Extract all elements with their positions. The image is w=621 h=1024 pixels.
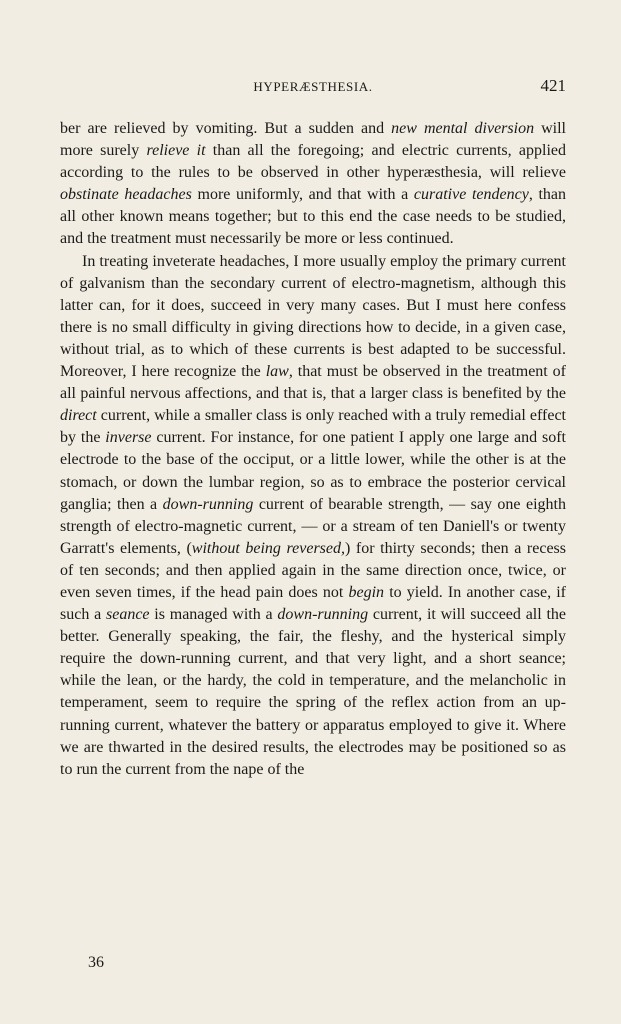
emphasis: new mental diversion [391, 120, 535, 137]
emphasis: down-running [162, 495, 254, 513]
emphasis: without being reversed, [191, 539, 345, 557]
emphasis: inverse [105, 429, 152, 447]
emphasis: obstinate headaches [60, 186, 192, 204]
paragraph: ber are relieved by vomiting. But a sudden and new mental diversion will more surely relieve it than all the foregoing; and electric currents, applied according to the rules to be observed in other hyperæsthesia, will relieve obstinate headaches more uniformly, and that with a curative tendency, than all other known means together; but to this end the case needs to be studied, and the treatment must necessarily be more or less continued. [60, 120, 567, 248]
emphasis: law [265, 363, 289, 381]
emphasis: begin [348, 583, 385, 601]
running-head [60, 76, 566, 98]
emphasis: direct [60, 407, 97, 425]
body-text [60, 118, 566, 781]
emphasis: down-running [277, 606, 369, 624]
emphasis: relieve it [146, 142, 206, 160]
page-number: 421 [540, 76, 566, 95]
signature-mark: 36 [88, 954, 104, 971]
paragraph: In treating inveterate headaches, I more usually employ the primary current of galvanism than the secondary current of electro-magnetism, although this latter can, for it does, succeed in very many cases. But I must here confess there is no small difficulty in giving directions how to decide, in a given case, without trial, as to which of these currents is best adapted to be successful. Moreover, I here recognize the law, that must be observed in the treatment of all painful nervous affections, and that is, that a larger class is benefited by the direct current, while a smaller class is only reached with a truly remedial effect by the inverse current. For instance, for one patient I apply one large and soft electrode to the base of the occiput, or a little lower, while the other is at the stomach, or down the lumbar region, so as to embrace the posterior cervical ganglia; then a down-running current of bearable strength, — say one eighth strength of electro-magnetic current, — or a stream of ten Daniell's or twenty Garratt's elements, (without being reversed,) for thirty seconds; then a recess of ten seconds; and then applied again in the same direction once, twice, or even seven times, if the head pain does not begin to yield. In another case, if such a seance is managed with a down-running current, it will succeed all the better. Generally speaking, the fair, the fleshy, and the hysterical simply require the down-running current, and that very light, and a short seance; while the lean, or the hardy, the cold in temperature, and the melancholic in temperament, seem to require the spring of the reflex action from an up-running current, whatever the battery or apparatus employed to give it. Where we are thwarted in the desired results, the electrodes may be positioned so as to run the current from the nape of the [60, 252, 567, 778]
running-title: HYPERÆSTHESIA. [253, 79, 373, 94]
emphasis: seance [106, 606, 150, 624]
emphasis: curative tendency [413, 186, 529, 204]
